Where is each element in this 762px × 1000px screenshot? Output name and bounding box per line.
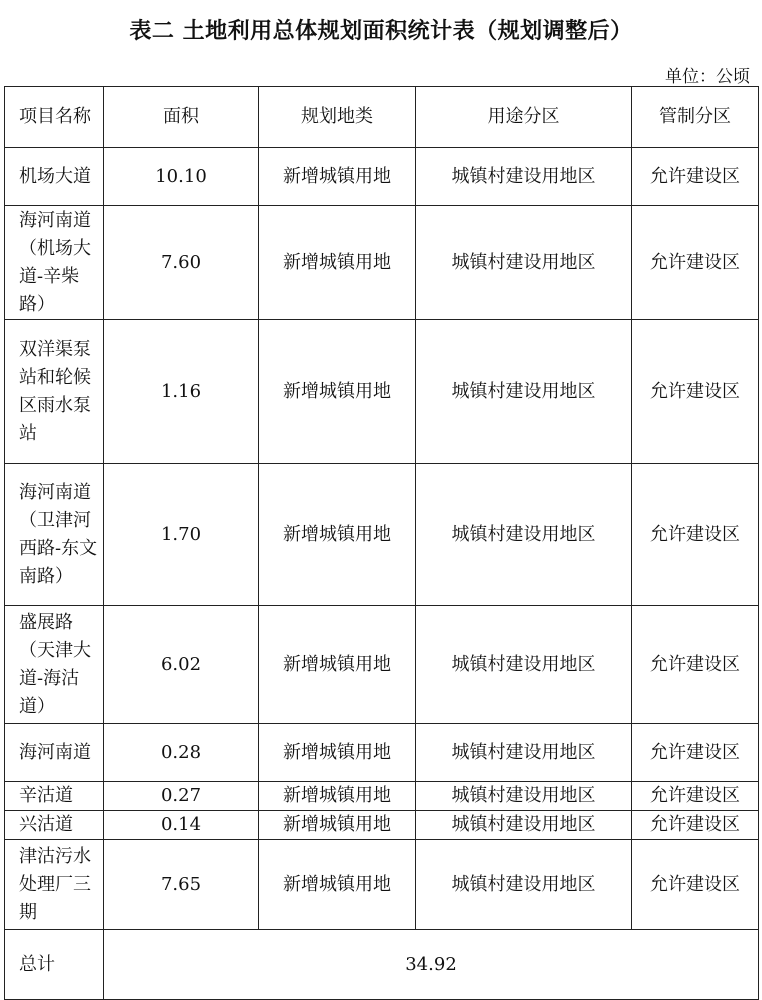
header-control-zone: 管制分区 [632,87,759,148]
row-land-class: 新增城镇用地 [259,464,416,606]
table-row [5,811,759,840]
row-use-zone: 城镇村建设用地区 [416,606,632,724]
table-row [5,320,759,464]
row-control-zone: 允许建设区 [632,148,759,206]
table-row [5,606,759,724]
row-land-class: 新增城镇用地 [259,606,416,724]
header-land-class: 规划地类 [259,87,416,148]
header-project-name: 项目名称 [5,87,104,148]
row-area: 7.60 [104,206,259,320]
row-land-class: 新增城镇用地 [259,206,416,320]
total-label: 总计 [5,930,104,1000]
table-row [5,206,759,320]
row-control-zone: 允许建设区 [632,320,759,464]
row-area: 0.28 [104,724,259,782]
row-land-class: 新增城镇用地 [259,782,416,811]
row-control-zone: 允许建设区 [632,206,759,320]
row-name: 双洋渠泵站和轮候区雨水泵站 [5,320,104,464]
row-use-zone: 城镇村建设用地区 [416,148,632,206]
row-control-zone: 允许建设区 [632,724,759,782]
row-use-zone: 城镇村建设用地区 [416,840,632,930]
row-area: 6.02 [104,606,259,724]
row-area: 1.70 [104,464,259,606]
row-control-zone: 允许建设区 [632,464,759,606]
document-title: 表二 土地利用总体规划面积统计表（规划调整后） [129,19,633,44]
row-name: 津沽污水处理厂三期 [5,840,104,930]
total-row [5,930,759,1000]
row-land-class: 新增城镇用地 [259,320,416,464]
header-use-zone: 用途分区 [416,87,632,148]
row-name: 机场大道 [5,148,104,206]
row-area: 0.27 [104,782,259,811]
header-area: 面积 [104,87,259,148]
row-name: 海河南道（卫津河西路-东文南路） [5,464,104,606]
row-name: 兴沽道 [5,811,104,840]
row-land-class: 新增城镇用地 [259,840,416,930]
row-name: 海河南道（机场大道-辛柴路） [5,206,104,320]
row-name: 辛沽道 [5,782,104,811]
table-row [5,840,759,930]
row-area: 0.14 [104,811,259,840]
row-control-zone: 允许建设区 [632,606,759,724]
table-row [5,464,759,606]
row-area: 10.10 [104,148,259,206]
row-use-zone: 城镇村建设用地区 [416,320,632,464]
row-name: 海河南道 [5,724,104,782]
row-use-zone: 城镇村建设用地区 [416,724,632,782]
row-area: 7.65 [104,840,259,930]
row-land-class: 新增城镇用地 [259,811,416,840]
row-use-zone: 城镇村建设用地区 [416,206,632,320]
table-header-row [5,87,759,148]
row-control-zone: 允许建设区 [632,811,759,840]
row-use-zone: 城镇村建设用地区 [416,464,632,606]
row-name: 盛展路（天津大道-海沽道） [5,606,104,724]
row-use-zone: 城镇村建设用地区 [416,782,632,811]
unit-label: 单位：公顷 [665,67,750,87]
row-use-zone: 城镇村建设用地区 [416,811,632,840]
row-control-zone: 允许建设区 [632,840,759,930]
row-area: 1.16 [104,320,259,464]
total-value: 34.92 [104,930,759,1000]
table-row [5,148,759,206]
row-control-zone: 允许建设区 [632,782,759,811]
row-land-class: 新增城镇用地 [259,148,416,206]
land-use-table [4,86,759,1000]
row-land-class: 新增城镇用地 [259,724,416,782]
table-row [5,782,759,811]
table-row [5,724,759,782]
